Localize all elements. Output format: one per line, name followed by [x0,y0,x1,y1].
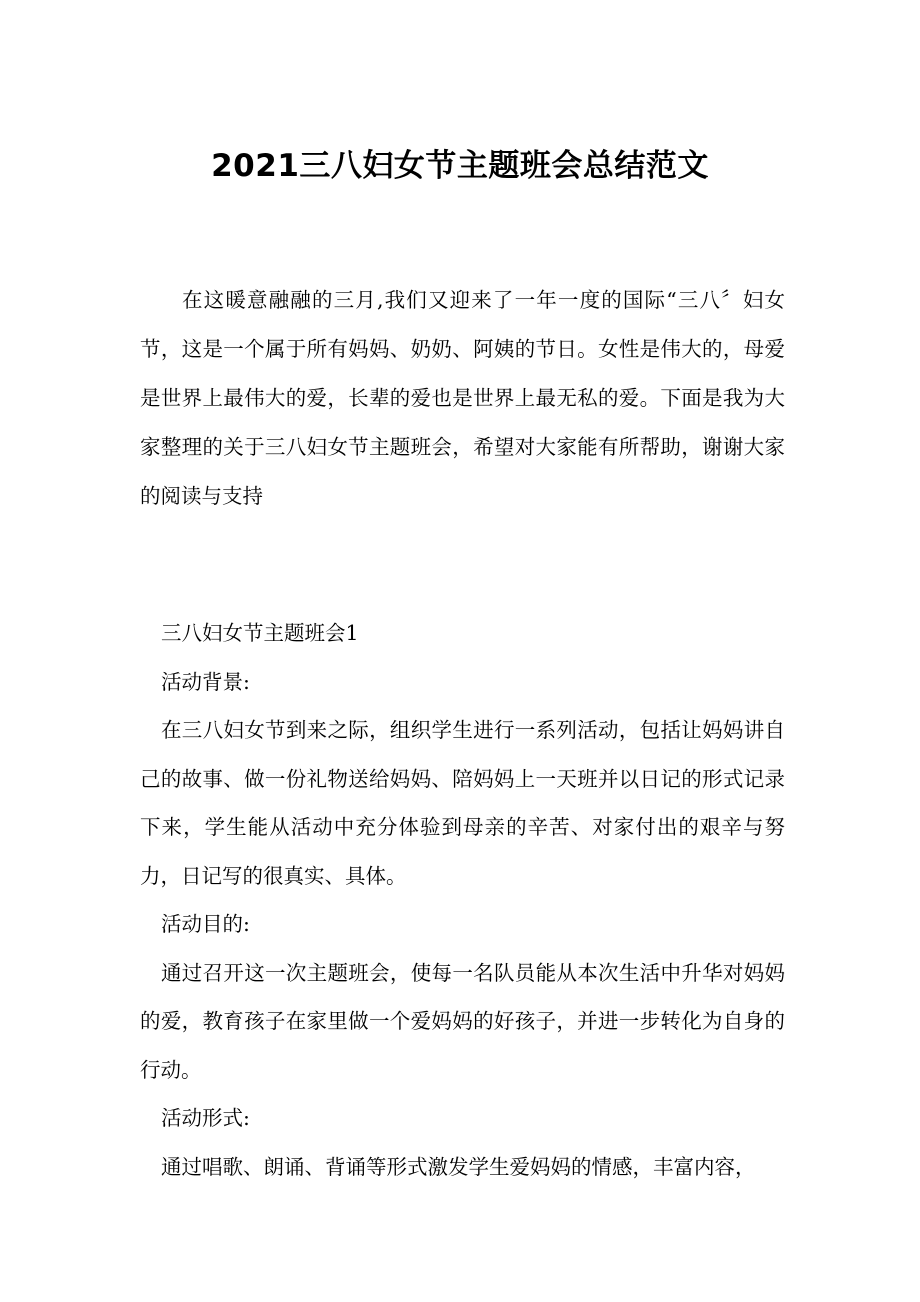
document-body [140,609,785,1191]
intro-paragraph: 在这暖意融融的三月,我们又迎来了一年一度的国际“三八〞妇女节，这是一个属于所有妈妈、奶奶、阿姨的节日。女性是伟大的，母爱是世界上最伟大的爱，长辈的爱也是世界上最无私的爱。下面是我为大家整理的关于三八妇女节主题班会，希望对大家能有所帮助，谢谢大家的阅读与支持 [140,288,785,508]
purpose-paragraph: 通过召开这一次主题班会，使每一名队员能从本次生活中升华对妈妈的爱，教育孩子在家里做一个爱妈妈的好孩子，并进一步转化为自身的行动。 [140,960,785,1082]
background-label: 活动背景: [161,669,250,694]
form-label: 活动形式: [161,1106,250,1130]
form-paragraph: 通过唱歌、朗诵、背诵等形式激发学生爱妈妈的情感，丰富内容， [161,1154,756,1179]
purpose-label: 活动目的: [161,912,250,936]
section-heading: 三八妇女节主题班会1 [161,621,359,645]
background-paragraph: 在三八妇女节到来之际，组织学生进行一系列活动，包括让妈妈讲自己的故事、做一份礼物送给妈妈、陪妈妈上一天班并以日记的形式记录下来，学生能从活动中充分体验到母亲的辛苦、对家付出的艰辛与努力，日记写的很真实、具体。 [140,718,785,888]
document-title: 2021三八妇女节主题班会总结范文 [211,148,709,184]
